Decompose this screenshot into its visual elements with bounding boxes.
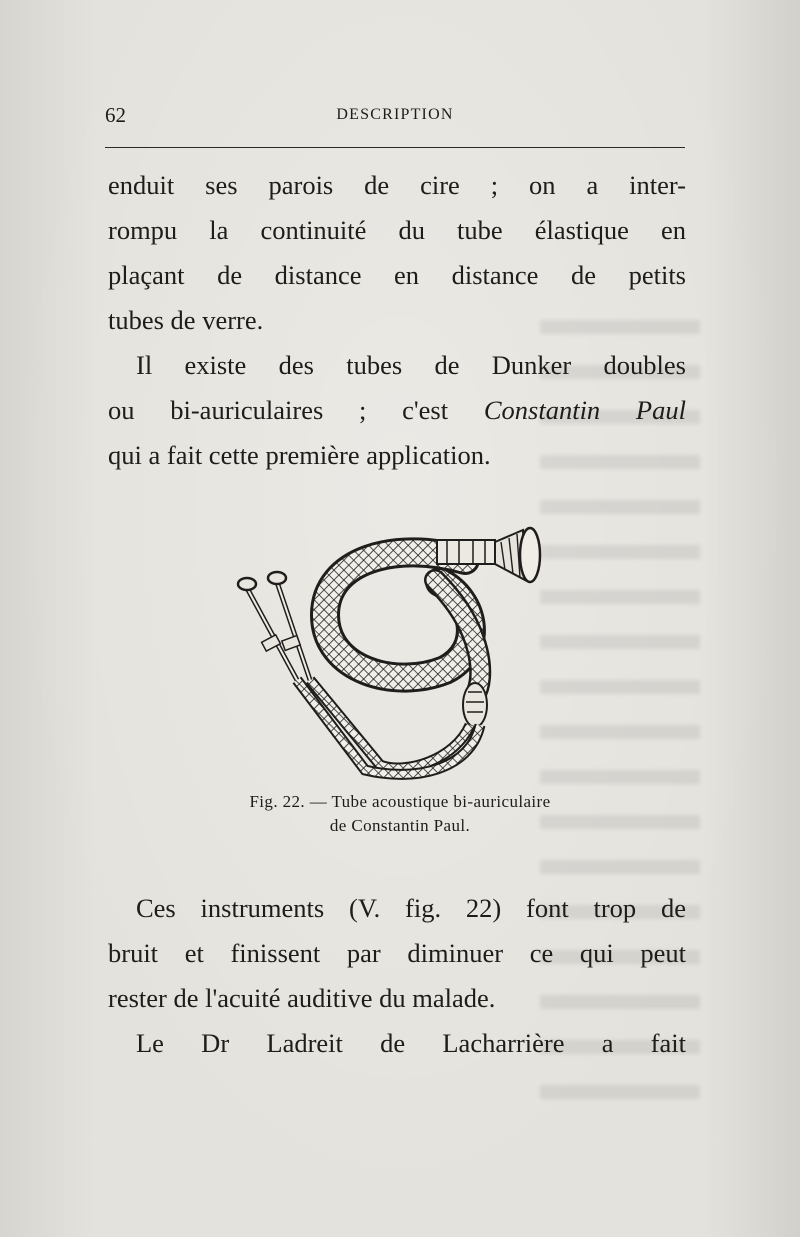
running-head <box>105 103 685 133</box>
page-number: 62 <box>105 103 126 127</box>
figure-illustration <box>225 520 555 782</box>
text-line: Il existe des tubes de Dunker doubles <box>136 350 686 380</box>
caption-line: de Constantin Paul. <box>329 816 471 835</box>
text-line: rester de l'acuité auditive du malade. <box>108 983 496 1013</box>
paragraph-1 <box>108 163 686 343</box>
text-line <box>108 388 686 433</box>
text-line: tubes de verre. <box>108 305 264 335</box>
caption-line: Fig. 22. — Tube acoustique bi-auriculaire <box>249 792 551 811</box>
paragraph-3 <box>108 886 686 1021</box>
figure-caption <box>150 790 650 838</box>
running-title: DESCRIPTION <box>336 106 454 123</box>
text-line: bruit et finissent par diminuer ce qui peut <box>108 938 686 968</box>
text-line: Ces instruments (V. fig. 22) font trop de <box>136 893 686 923</box>
text-line: enduit ses parois de cire ; on a inter- <box>108 170 686 200</box>
text-line: rompu la continuité du tube élastique en <box>108 215 686 245</box>
text-line: qui a fait cette première application. <box>108 440 491 470</box>
header-rule <box>105 147 685 148</box>
paragraph-2 <box>108 343 686 478</box>
text-line: Le Dr Ladreit de Lacharrière a fait <box>136 1028 686 1058</box>
paragraph-4 <box>108 1021 686 1066</box>
author-name-italic: Constantin Paul <box>483 395 686 425</box>
text-line: plaçant de distance en distance de petits <box>108 260 686 290</box>
acoustic-tube-icon <box>225 520 555 782</box>
text-fragment: ou bi-auriculaires ; c'est <box>108 395 484 425</box>
